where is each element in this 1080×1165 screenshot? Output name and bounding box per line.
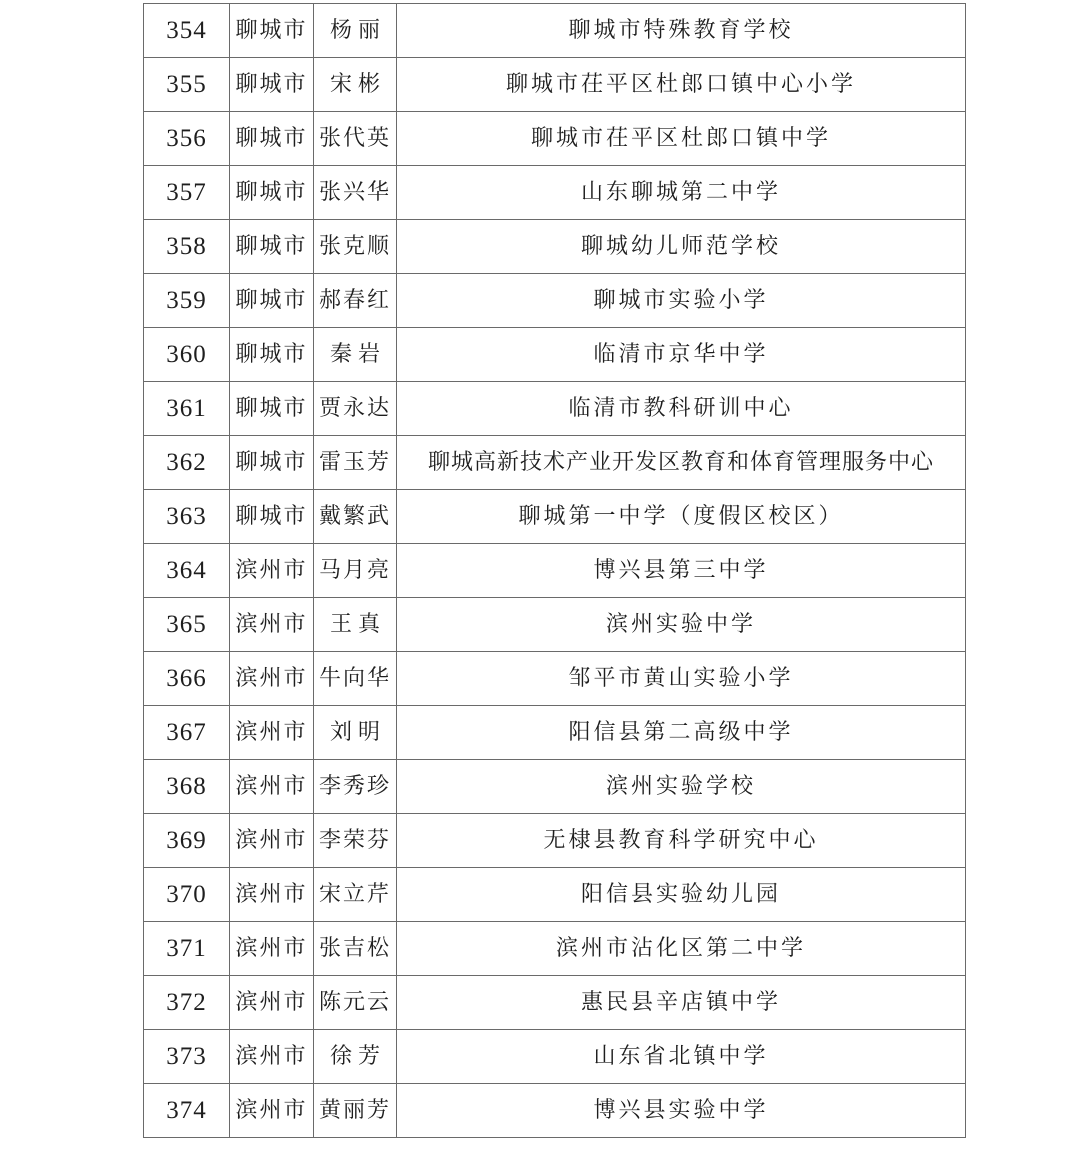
roster-table	[143, 3, 966, 1138]
cell-city: 滨州市	[230, 976, 314, 1030]
table-row	[144, 976, 966, 1030]
table-row	[144, 166, 966, 220]
cell-number: 374	[144, 1084, 230, 1138]
cell-city: 聊城市	[230, 490, 314, 544]
cell-city: 滨州市	[230, 1030, 314, 1084]
cell-number: 360	[144, 328, 230, 382]
cell-number: 366	[144, 652, 230, 706]
cell-name: 黄丽芳	[314, 1084, 397, 1138]
table-row	[144, 544, 966, 598]
cell-city: 滨州市	[230, 652, 314, 706]
cell-unit: 滨州实验中学	[397, 598, 966, 652]
name-text: 刘明	[329, 719, 386, 745]
table-row	[144, 922, 966, 976]
cell-unit: 临清市京华中学	[397, 328, 966, 382]
cell-name: 宋立芹	[314, 868, 397, 922]
cell-name	[314, 58, 397, 112]
table-row	[144, 328, 966, 382]
table-row	[144, 274, 966, 328]
cell-unit: 山东省北镇中学	[397, 1030, 966, 1084]
cell-unit: 博兴县第三中学	[397, 544, 966, 598]
table-row	[144, 382, 966, 436]
cell-unit: 临清市教科研训中心	[397, 382, 966, 436]
cell-unit: 聊城高新技术产业开发区教育和体育管理服务中心	[397, 436, 966, 490]
cell-name: 郝春红	[314, 274, 397, 328]
cell-city: 聊城市	[230, 112, 314, 166]
cell-name: 雷玉芳	[314, 436, 397, 490]
name-text: 杨丽	[329, 17, 386, 43]
cell-unit: 山东聊城第二中学	[397, 166, 966, 220]
cell-name: 牛向华	[314, 652, 397, 706]
cell-unit: 聊城第一中学（度假区校区）	[397, 490, 966, 544]
cell-unit: 滨州实验学校	[397, 760, 966, 814]
cell-city: 聊城市	[230, 166, 314, 220]
document-page	[143, 3, 966, 1138]
table-row	[144, 220, 966, 274]
cell-unit: 聊城市特殊教育学校	[397, 4, 966, 58]
cell-unit: 邹平市黄山实验小学	[397, 652, 966, 706]
table-row	[144, 598, 966, 652]
table-row	[144, 112, 966, 166]
cell-unit: 聊城市茌平区杜郎口镇中学	[397, 112, 966, 166]
cell-name: 张兴华	[314, 166, 397, 220]
cell-number: 362	[144, 436, 230, 490]
cell-number: 369	[144, 814, 230, 868]
cell-unit: 聊城市茌平区杜郎口镇中心小学	[397, 58, 966, 112]
cell-city: 滨州市	[230, 922, 314, 976]
table-row	[144, 1084, 966, 1138]
cell-number: 371	[144, 922, 230, 976]
cell-city: 滨州市	[230, 1084, 314, 1138]
cell-number: 358	[144, 220, 230, 274]
cell-city: 聊城市	[230, 58, 314, 112]
cell-city: 聊城市	[230, 274, 314, 328]
cell-number: 364	[144, 544, 230, 598]
cell-name	[314, 328, 397, 382]
cell-unit: 聊城市实验小学	[397, 274, 966, 328]
cell-name	[314, 4, 397, 58]
cell-number: 363	[144, 490, 230, 544]
cell-number: 356	[144, 112, 230, 166]
cell-number: 357	[144, 166, 230, 220]
cell-name: 马月亮	[314, 544, 397, 598]
name-text: 徐芳	[329, 1043, 386, 1069]
cell-city: 聊城市	[230, 436, 314, 490]
cell-name: 张克顺	[314, 220, 397, 274]
cell-name	[314, 1030, 397, 1084]
cell-number: 370	[144, 868, 230, 922]
table-row	[144, 706, 966, 760]
cell-city: 滨州市	[230, 544, 314, 598]
table-row	[144, 436, 966, 490]
name-text: 宋彬	[329, 71, 386, 97]
cell-unit: 惠民县辛店镇中学	[397, 976, 966, 1030]
cell-city: 聊城市	[230, 4, 314, 58]
cell-city: 滨州市	[230, 814, 314, 868]
cell-city: 聊城市	[230, 328, 314, 382]
table-row	[144, 490, 966, 544]
table-row	[144, 652, 966, 706]
cell-number: 359	[144, 274, 230, 328]
cell-number: 373	[144, 1030, 230, 1084]
roster-table-body	[144, 4, 966, 1138]
cell-city: 聊城市	[230, 382, 314, 436]
cell-name: 李荣芬	[314, 814, 397, 868]
cell-name	[314, 706, 397, 760]
cell-name: 贾永达	[314, 382, 397, 436]
cell-unit: 滨州市沾化区第二中学	[397, 922, 966, 976]
cell-name: 张代英	[314, 112, 397, 166]
cell-unit: 无棣县教育科学研究中心	[397, 814, 966, 868]
table-row	[144, 4, 966, 58]
cell-unit: 博兴县实验中学	[397, 1084, 966, 1138]
cell-city: 滨州市	[230, 598, 314, 652]
cell-unit: 阳信县实验幼儿园	[397, 868, 966, 922]
cell-number: 367	[144, 706, 230, 760]
table-row	[144, 1030, 966, 1084]
cell-city: 滨州市	[230, 868, 314, 922]
cell-number: 372	[144, 976, 230, 1030]
name-text: 秦岩	[329, 341, 386, 367]
cell-number: 365	[144, 598, 230, 652]
cell-number: 368	[144, 760, 230, 814]
cell-unit: 阳信县第二高级中学	[397, 706, 966, 760]
cell-name: 戴繁武	[314, 490, 397, 544]
cell-name: 李秀珍	[314, 760, 397, 814]
cell-number: 361	[144, 382, 230, 436]
cell-city: 滨州市	[230, 760, 314, 814]
cell-name: 陈元云	[314, 976, 397, 1030]
table-row	[144, 58, 966, 112]
cell-name: 张吉松	[314, 922, 397, 976]
table-row	[144, 760, 966, 814]
cell-unit: 聊城幼儿师范学校	[397, 220, 966, 274]
cell-city: 聊城市	[230, 220, 314, 274]
table-row	[144, 814, 966, 868]
table-row	[144, 868, 966, 922]
cell-name	[314, 598, 397, 652]
cell-number: 354	[144, 4, 230, 58]
cell-city: 滨州市	[230, 706, 314, 760]
cell-number: 355	[144, 58, 230, 112]
name-text: 王真	[329, 611, 386, 637]
